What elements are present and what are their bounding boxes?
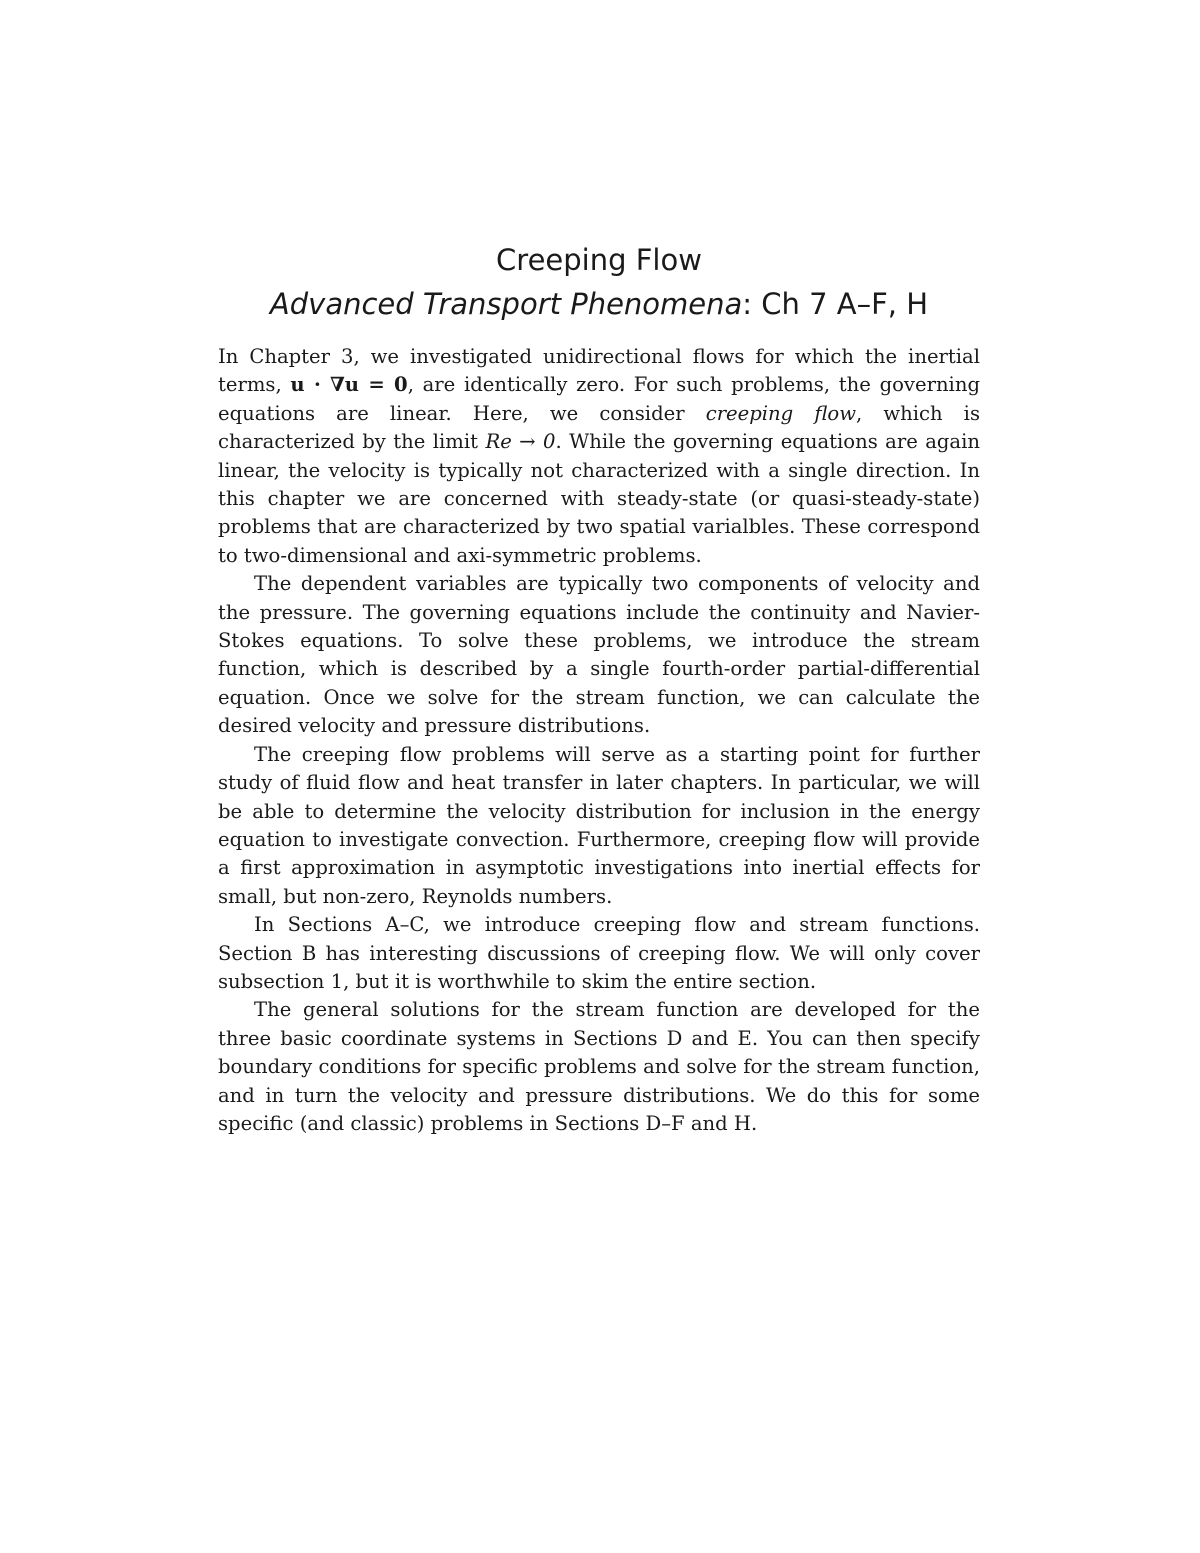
p1-text-a: In Chapter 3, we investigated unidirectional flows for which the inertial terms, [218,345,980,397]
title-block [218,238,980,326]
paragraph-2: The dependent variables are typically two components of velocity and the pressure. The governing equations include the continuity and Navier-Stokes equations. To solve these problems, we introduce the stream function, which is described by a single fourth-order partial-differential equation. Once we solve for the stream function, we can calculate the desired velocity and pressure distributions. [218,572,980,738]
paragraph-4: In Sections A–C, we introduce creeping flow and stream functions. Section B has interesting discussions of creeping flow. We will only cover subsection 1, but it is worthwhile to skim the entire section. [218,913,980,993]
body-text [218,343,980,1138]
inertial-term-equation: u · ∇u = 0 [290,373,408,397]
p1-text-c: , which is characterized by the limit [218,401,981,454]
p1-text-d: . While the governing equations are again linear, the velocity is typically not characterized with a single direction. In this chapter we are concerned with steady-state (or quasi-steady-state) problems that are characterized by two spatial varialbles. These correspond to two-dimensional and axi-symmetric problems. [218,430,981,567]
p1-text-b: , are identically zero. For such problems, the governing equations are linear. Here, we consider [218,373,980,425]
reynolds-limit: Re → 0 [485,430,556,454]
page-subtitle [218,282,980,326]
book-title: Advanced Transport Phenomena [269,287,743,321]
page-title: Creeping Flow [496,243,702,277]
creeping-flow-emphasis: creeping flow [705,401,856,425]
chapter-reference: : Ch 7 A–F, H [742,287,929,321]
paragraph-1 [218,343,980,570]
paragraph-5: The general solutions for the stream function are developed for the three basic coordinate systems in Sections D and E. You can then specify boundary conditions for specific problems and solve for the stream function, and in turn the velocity and pressure distributions. We do this for some specific (and classic) problems in Sections D–F and H. [218,998,980,1135]
paragraph-3: The creeping flow problems will serve as a starting point for further study of fluid flow and heat transfer in later chapters. In particular, we will be able to determine the velocity distribution for inclusion in the energy equation to investigate convection. Furthermore, creeping flow will provide a first approximation in asymptotic investigations into inertial effects for small, but non-zero, Reynolds numbers. [218,742,980,908]
